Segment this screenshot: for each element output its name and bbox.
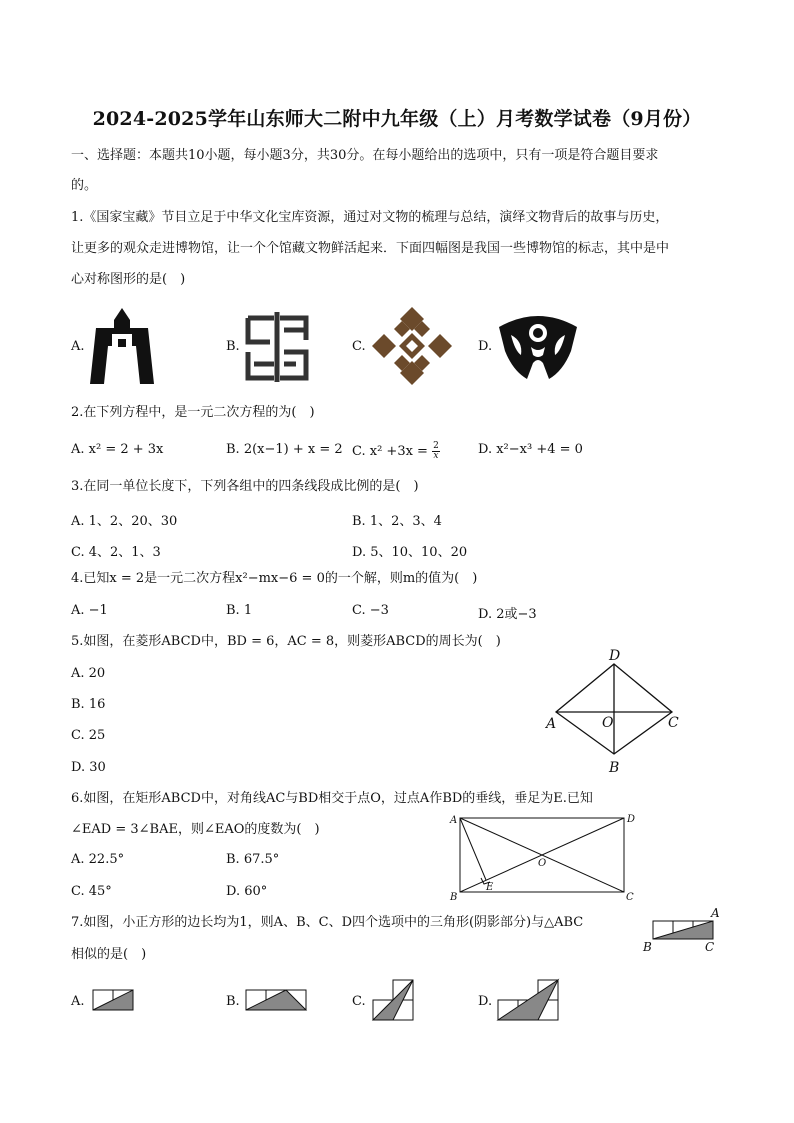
q7-label-d: D. [478,994,493,1009]
q1-stem-line2: 让更多的观众走进博物馆，让一个个馆藏文物鲜活起来．下面四幅图是我国一些博物馆的标志，其中是中 [71,241,670,256]
q2-option-b: B. 2(x−1) + x = 2 [226,442,343,457]
q2-stem: 2.在下列方程中，是一元二次方程的为( ) [71,405,315,420]
q3-option-d: D. 5、10、10、20 [352,545,468,560]
q2-option-a: A. x² = 2 + 3x [71,442,164,457]
q3-stem: 3.在同一单位长度下，下列各组中的四条线段成比例的是( ) [71,479,419,494]
q6-option-c: C. 45° [71,884,112,899]
q6-option-b: B. 67.5° [226,852,280,867]
svg-text:O: O [538,858,547,869]
q4-option-c: C. −3 [352,603,389,618]
q1-label-d: D. [478,339,493,354]
q1-label-a: A. [71,339,85,354]
logo-d-icon [497,311,579,379]
svg-text:D: D [627,814,636,825]
q7-option-b-figure [246,990,306,1010]
svg-text:B: B [643,940,652,954]
svg-text:D: D [609,648,621,664]
triangle-abc-figure [643,905,723,955]
svg-text:A: A [546,716,557,732]
q7-option-a-figure [93,990,133,1010]
q5-option-d: D. 30 [71,760,106,775]
q6-stem-line1: 6.如图，在矩形ABCD中，对角线AC与BD相交于点O，过点A作BD的垂线，垂足为E.已知 [71,791,593,806]
q5-stem: 5.如图，在菱形ABCD中，BD = 6，AC = 8，则菱形ABCD的周长为( ) [71,634,501,649]
q7-stem-line1: 7.如图，小正方形的边长均为1，则A、B、C、D四个选项中的三角形(阴影部分)与△ABC [71,915,584,930]
svg-text:C: C [705,940,715,954]
logo-a-icon [90,308,154,384]
q4-option-b: B. 1 [226,603,253,618]
logo-b-icon [244,312,310,382]
rectangle-figure [448,810,638,902]
rhombus-figure [546,648,686,776]
svg-text:B: B [450,892,458,903]
q4-option-d: D. 2或−3 [478,607,537,622]
q6-option-a: A. 22.5° [71,852,125,867]
svg-text:B: B [609,760,620,776]
section-heading-2: 的。 [71,178,98,193]
q1-label-b: B. [226,339,240,354]
svg-text:A: A [711,906,720,920]
q1-stem-line1: 1.《国家宝藏》节目立足于中华文化宝库资源，通过对文物的梳理与总结，演绎文物背后的故事与历史， [71,210,669,225]
svg-text:C: C [626,892,634,903]
logo-c-icon [372,307,452,385]
q4-option-a: A. −1 [71,603,108,618]
svg-text:A: A [450,815,458,826]
q3-option-b: B. 1、2、3、4 [352,514,442,529]
q7-label-a: A. [71,994,85,1009]
q4-stem: 4.已知x = 2是一元二次方程x²−mx−6 = 0的一个解，则m的值为( ) [71,571,478,586]
q6-option-d: D. 60° [226,884,268,899]
q2-option-c-fraction: $\frac{2}{x}$ [433,441,439,461]
q1-stem-line3: 心对称图形的是( ) [71,272,186,287]
svg-text:O: O [602,715,614,731]
section-heading-1: 一、选择题：本题共10小题，每小题3分，共30分。在每小题给出的选项中，只有一项是符合题目要求 [71,148,659,163]
q2-option-c [352,442,440,461]
q7-stem-line2: 相似的是( ) [71,947,147,962]
q5-option-b: B. 16 [71,697,106,712]
q7-option-c-figure [373,980,413,1020]
q7-label-b: B. [226,994,240,1009]
q2-option-c-text: C. x² +3x = [352,444,428,459]
q5-option-a: A. 20 [71,666,106,681]
q6-stem-line2: ∠EAD = 3∠BAE，则∠EAO的度数为( ) [71,822,320,837]
page-title: 2024-2025学年山东师大二附中九年级（上）月考数学试卷（9月份） [92,108,702,130]
q1-label-c: C. [352,339,366,354]
q2-option-d: D. x²−x³ +4 = 0 [478,442,583,457]
q5-option-c: C. 25 [71,728,106,743]
q7-label-c: C. [352,994,366,1009]
q7-option-d-figure [498,980,558,1020]
svg-text:E: E [486,882,494,893]
q3-option-c: C. 4、2、1、3 [71,545,161,560]
q3-option-a: A. 1、2、20、30 [71,514,178,529]
svg-text:C: C [668,715,679,731]
